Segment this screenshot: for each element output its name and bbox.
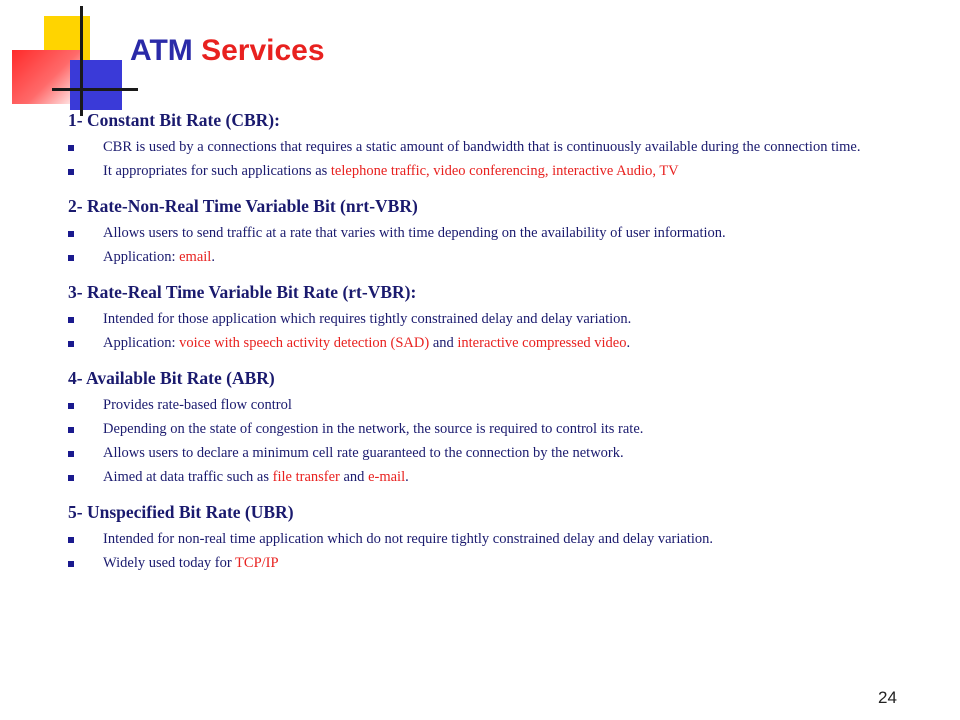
list-item — [68, 138, 938, 156]
list-item — [68, 248, 938, 266]
list-item-text: Aimed at data traffic such as — [103, 469, 273, 485]
bullet-list — [68, 310, 938, 352]
slide-content — [68, 108, 938, 586]
section-cbr — [68, 108, 938, 180]
section-heading: 1- Constant Bit Rate (CBR): — [68, 110, 280, 130]
decorative-corner-graphic — [0, 0, 140, 120]
list-item — [68, 554, 938, 572]
list-item — [68, 310, 938, 328]
square-bullet-icon — [68, 169, 74, 175]
list-item-text: Depending on the state of congestion in the network, the source is required to control its rate. — [103, 421, 644, 437]
square-bullet-icon — [68, 427, 74, 433]
list-item-text: Allows users to declare a minimum cell rate guaranteed to the connection by the network. — [103, 445, 624, 461]
slide-title — [130, 34, 325, 68]
slide-title-part2: Services — [192, 34, 325, 67]
list-item — [68, 334, 938, 352]
slide-title-part1: ATM — [130, 34, 193, 67]
bullet-list — [68, 530, 938, 572]
bullet-list — [68, 138, 938, 180]
list-item — [68, 530, 938, 548]
section-heading: 2- Rate-Non-Real Time Variable Bit (nrt-VBR) — [68, 196, 418, 216]
section-nrt-vbr — [68, 194, 938, 266]
square-bullet-icon — [68, 451, 74, 457]
horizontal-line-decoration — [52, 88, 138, 91]
list-item-text: Widely used today for — [103, 555, 236, 571]
list-item-text: Application: — [103, 249, 180, 265]
section-abr — [68, 366, 938, 486]
list-item — [68, 468, 938, 486]
list-item — [68, 396, 938, 414]
vertical-line-decoration — [80, 6, 83, 116]
list-item-text-middle: and — [339, 469, 369, 485]
square-bullet-icon — [68, 403, 74, 409]
square-bullet-icon — [68, 317, 74, 323]
list-item-text-suffix: . — [626, 335, 631, 351]
highlighted-text: e-mail — [368, 469, 406, 485]
highlighted-text: telephone traffic, video conferencing, interactive Audio, TV — [330, 163, 679, 179]
list-item-text: CBR is used by a connections that requires a static amount of bandwidth that is continuously available during the connection time. — [103, 139, 861, 155]
list-item — [68, 420, 938, 438]
square-bullet-icon — [68, 341, 74, 347]
section-heading: 4- Available Bit Rate (ABR) — [68, 368, 275, 388]
list-item-text-suffix: . — [211, 249, 215, 265]
highlighted-text: voice with speech activity detection (SAD) — [179, 335, 430, 351]
list-item-text: Application: — [103, 335, 180, 351]
square-bullet-icon — [68, 255, 74, 261]
bullet-list — [68, 224, 938, 266]
list-item — [68, 224, 938, 242]
list-item — [68, 162, 938, 180]
section-heading: 5- Unspecified Bit Rate (UBR) — [68, 502, 294, 522]
highlighted-text: TCP/IP — [235, 555, 279, 571]
section-rt-vbr — [68, 280, 938, 352]
list-item-text: It appropriates for such applications as — [103, 163, 331, 179]
square-bullet-icon — [68, 145, 74, 151]
list-item — [68, 444, 938, 462]
square-bullet-icon — [68, 231, 74, 237]
blue-square-decoration — [70, 60, 122, 110]
page-number: 24 — [878, 688, 897, 707]
list-item-text: Intended for non-real time application which do not require tightly constrained delay and delay variation. — [103, 531, 714, 547]
bullet-list — [68, 396, 938, 486]
list-item-text: Intended for those application which requires tightly constrained delay and delay variation. — [103, 311, 632, 327]
section-heading: 3- Rate-Real Time Variable Bit Rate (rt-VBR): — [68, 282, 417, 302]
list-item-text-suffix: . — [405, 469, 409, 485]
list-item-text-middle: and — [429, 335, 458, 351]
highlighted-text: file transfer — [272, 469, 340, 485]
square-bullet-icon — [68, 561, 74, 567]
list-item-text: Allows users to send traffic at a rate that varies with time depending on the availability of user information. — [103, 225, 726, 241]
highlighted-text: interactive compressed video — [457, 335, 627, 351]
square-bullet-icon — [68, 475, 74, 481]
highlighted-text: email — [179, 249, 212, 265]
section-ubr — [68, 500, 938, 572]
list-item-text: Provides rate-based flow control — [103, 397, 292, 413]
square-bullet-icon — [68, 537, 74, 543]
